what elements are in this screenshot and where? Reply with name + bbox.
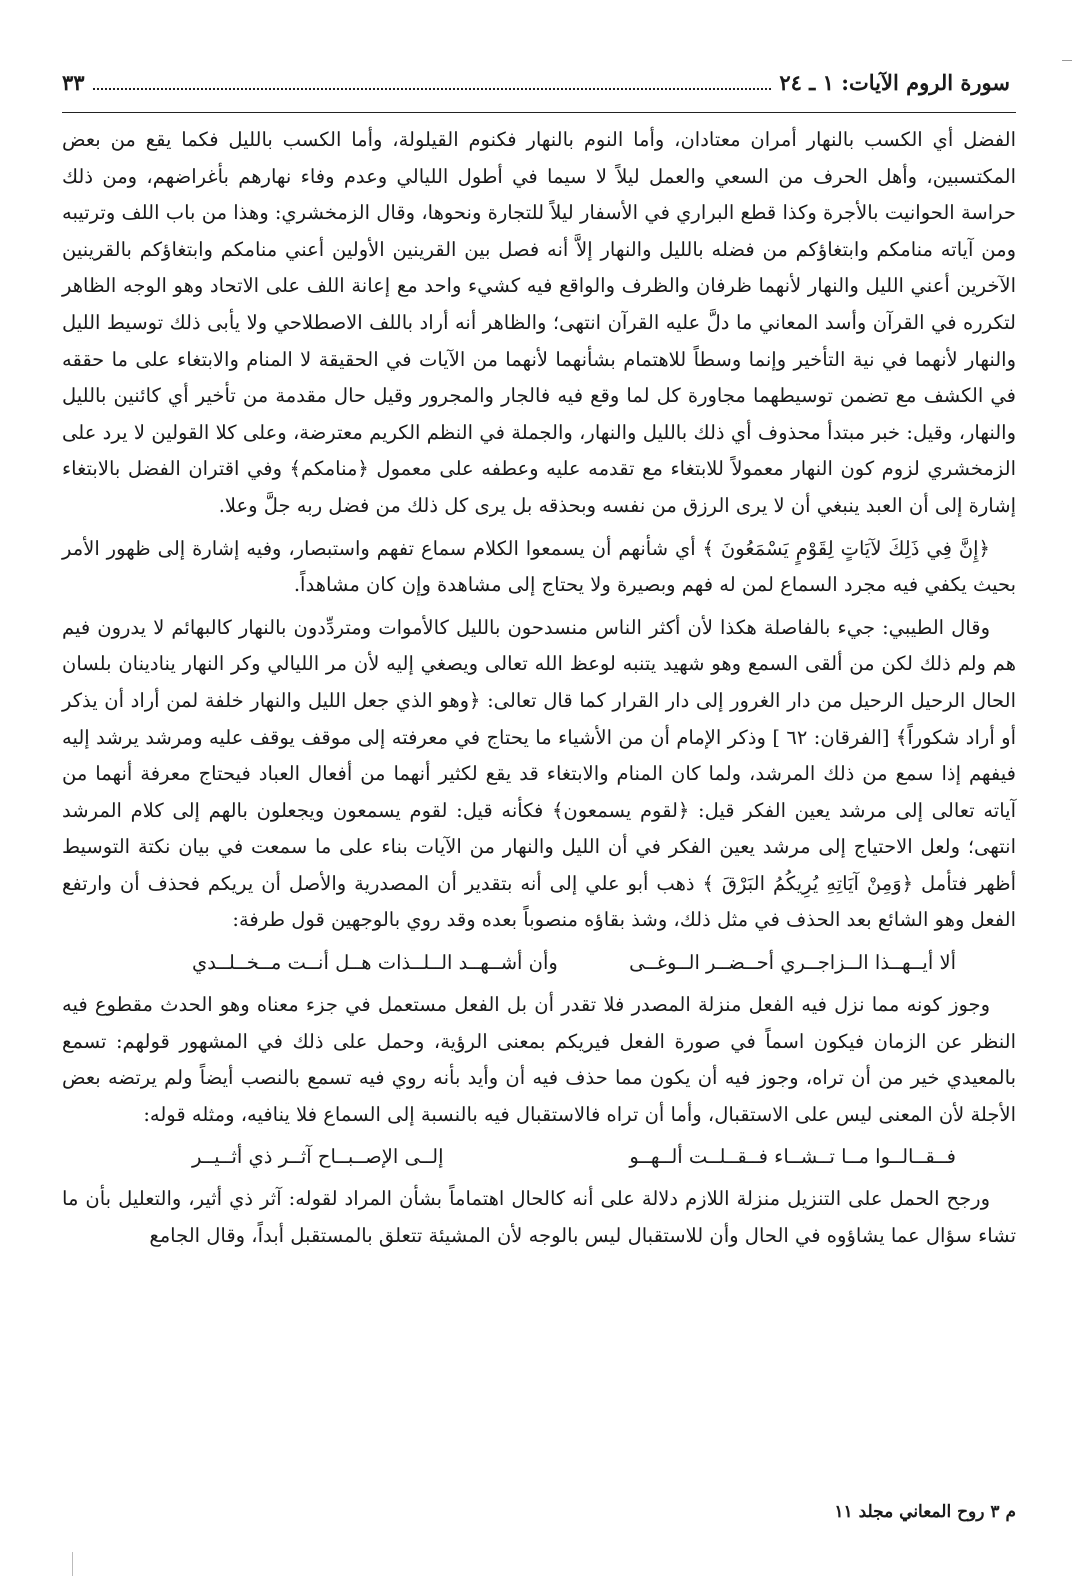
header-rule xyxy=(62,112,1016,113)
crop-mark xyxy=(72,1552,73,1576)
paragraph-4: وجوز كونه مما نزل فيه الفعل منزلة المصدر فلا تقدر أن بل الفعل مستعمل في جزء معناه وهو الحدث مقطوع فيه النظر عن الزمان فيكون اسماً في صورة الفعل فيريكم بمعنى الرؤية، وحمل على ذلك في المشهور قولهم: تسمع بالمعيدي خير من أن تراه، وجوز فيه أن يكون مما حذف فيه أن وأيد بأنه روي فيه تسمع بالنصب أيضاً ولم يرتضه بعض الأجلة لأن المعنى ليس على الاستقبال، وأما أن تراه فالاستقبال فيه بالنسبة إلى السماع فلا ينافيه، ومثله قوله: xyxy=(62,993,1016,1126)
verse-2-second-hemistich: إلــى الإصــبــاح آثــر ذي أثــيــر xyxy=(192,1145,444,1169)
page-number: ٣٣ xyxy=(62,69,85,95)
page-body xyxy=(62,122,1016,1261)
running-header xyxy=(62,62,1010,102)
signature-footer: م ٣ روح المعاني مجلد ١١ xyxy=(834,1502,1016,1522)
header-dot-leader xyxy=(93,74,772,90)
poetry-verse-1 xyxy=(62,945,1016,981)
verse-1-second-hemistich: وأن أشــهــد الــلــذات هــل أنــت مــخــلــدي xyxy=(192,951,558,975)
header-title: سورة الروم الآيات: ١ ـ ٢٤ xyxy=(779,69,1010,95)
verse-2-first-hemistich: فــقــالــوا مــا تــشــاء فــقــلــت ألــهــو xyxy=(629,1145,956,1169)
paragraph-2: ﴿إِنَّ فِي ذَلِكَ لآيَاتٍ لِقَوْمٍ يَسْمَعُونَ ﴾ أي شأنهم أن يسمعوا الكلام سماع تفهم واستبصار، وفيه إشارة إلى ظهور الأمر بحيث يكفي فيه مجرد السماع لمن له فهم وبصيرة ولا يحتاج إلى مشاهدة وإن كان مشاهداً. xyxy=(62,536,1016,597)
paragraph-5: ورجح الحمل على التنزيل منزلة اللازم دلالة على أنه كالحال اهتماماً بشأن المراد لقوله: آثر ذي أثير، والتعليل بأن ما تشاء سؤال عما يشاؤوه في الحال وأن للاستقبال ليس بالوجه لأن المشيئة تتعلق بالمستقبل أبداً، وقال الجامع xyxy=(62,1187,1016,1248)
poetry-verse-2 xyxy=(62,1139,1016,1175)
paragraph-3: وقال الطيبي: جيء بالفاصلة هكذا لأن أكثر الناس منسدحون بالليل كالأموات ومتردِّدون بالنهار كالبهائم لا يدرون فيم هم ولم ذلك لكن من ألقى السمع وهو شهيد يتنبه لوعظ الله تعالى ويصغي إليه لأن مر الليالي وكر النهار ينادينان بلسان الحال الرحيل الرحيل من دار الغرور إلى دار القرار كما قال تعالى: ﴿وهو الذي جعل الليل والنهار خلفة لمن أراد أن يذكر أو أراد شكوراً﴾ [الفرقان: ٦٢ ] وذكر الإمام أن من الأشياء ما يحتاج في معرفته إلى موقف يوقف عليه ومرشد يرشد إليه فيفهم إذا سمع من ذلك المرشد، ولما كان المنام والابتغاء قد يقع لكثير أنهما من أفعال العباد فيحتاج معرفة أنهما من آياته تعالى إلى مرشد يعين الفكر قيل: ﴿لقوم يسمعون﴾ فكأنه قيل: لقوم يسمعون ويجعلون بالهم إلى كلام المرشد انتهى؛ ولعل الاحتياج إلى مرشد يعين الفكر في أن الليل والنهار من الآيات بناء على ما سمعت في بيان نكتة التوسيط أظهر فتأمل ﴿وَمِنْ آيَاتِهِ يُرِيكُمُ البَرْقَ ﴾ ذهب أبو علي إلى أنه بتقدير أن المصدرية والأصل أن يريكم فحذف أن وارتفع الفعل وهو الشائع بعد الحذف في مثل ذلك، وشذ بقاؤه منصوباً بعده وقد روي بالوجهين قول طرفة: xyxy=(62,615,1017,932)
verse-1-first-hemistich: ألا أيــهــذا الــزاجــري أحــضــر الــوغــى xyxy=(629,951,956,975)
crop-mark xyxy=(1062,60,1072,61)
paragraph-1: الفضل أي الكسب بالنهار أمران معتادان، وأما النوم بالنهار فكنوم القيلولة، وأما الكسب بالليل فكما يقع من بعض المكتسبين، وأهل الحرف من السعي والعمل ليلاً لا سيما في أطول الليالي وعدم وفاء نهارهم بأغراضهم، ومن ذلك حراسة الحوانيت بالأجرة وكذا قطع البراري في الأسفار ليلاً للتجارة ونحوها، وقال الزمخشري: وهذا من باب اللف وترتيبه ومن آياته منامكم وابتغاؤكم من فضله بالليل والنهار إلاَّ أنه فصل بين القرينين الأولين أعني منامكم وابتغاؤكم بالقرينين الآخرين أعني الليل والنهار لأنهما ظرفان والظرف والواقع فيه كشيء واحد مع إعانة اللف على الاتحاد وهو الوجه الظاهر لتكرره في القرآن وأسد المعاني ما دلَّ عليه القرآن انتهى؛ والظاهر أنه أراد باللف الاصطلاحي ولا يأبى ذلك توسيط الليل والنهار لأنهما في نية التأخير وإنما وسطاً للاهتمام بشأنهما لأنهما من الآيات في الحقيقة لا المنام والابتغاء على ما حققه في الكشف مع تضمن توسيطهما مجاورة كل لما وقع فيه فالجار والمجرور وقيل حال مقدمة من تأخير أي كائنين بالليل والنهار، وقيل: خبر مبتدأ محذوف أي ذلك بالليل والنهار، والجملة في النظم الكريم معترضة، وعلى كلا القولين لا يرد على الزمخشري لزوم كون النهار معمولاً للابتغاء مع تقدمه عليه وعطفه على معمول ﴿منامكم﴾ وفي اقتران الفضل بالابتغاء إشارة إلى أن العبد ينبغي أن لا يرى الرزق من نفسه وبحذقه بل يرى كل ذلك من فضل ربه جلَّ وعلا. xyxy=(62,128,1016,517)
